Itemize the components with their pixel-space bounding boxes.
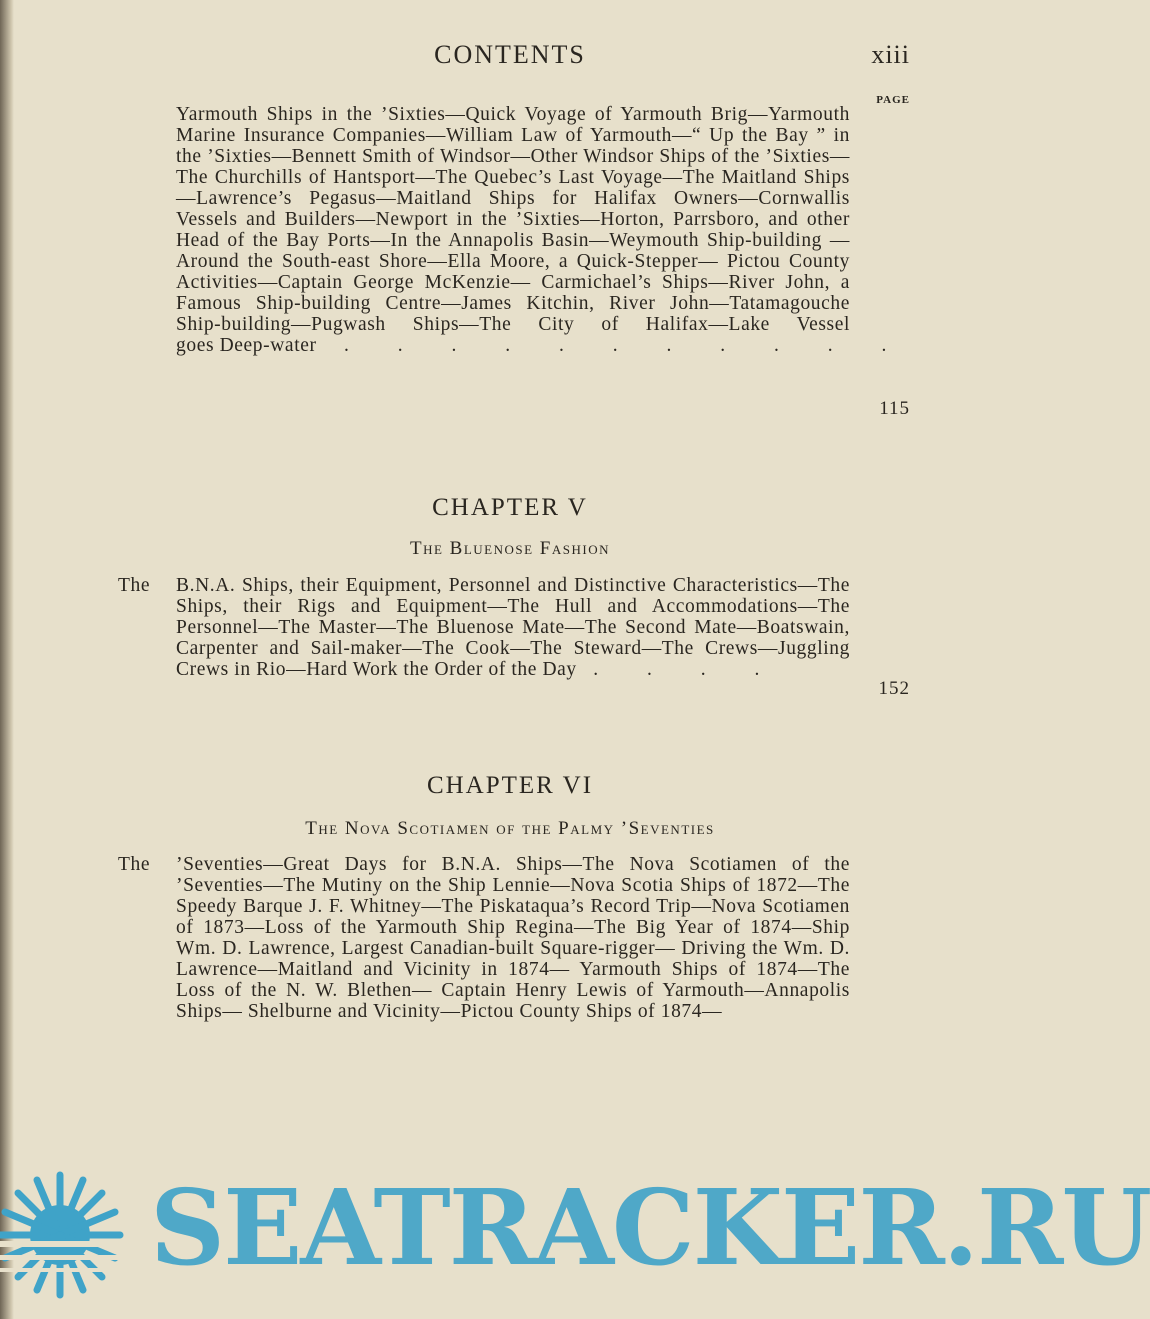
toc-entry-text: Yarmouth Ships in the ’Sixties—Quick Voyage of Yarmouth Brig—Yarmouth Marine Insurance Companies—William Law of Yarmouth—“ Up the Bay ” in the ’Sixties—Bennett Smith of Windsor—Other Windsor Ships of the ’Sixties—The Churchills of Hantsport—The Quebec’s Last Voyage—The Maitland Ships—Lawrence’s Pegasus—Maitland Ships for Halifax Owners—Cornwallis Vessels and Builders—Newport in the ’Sixties—Horton, Parrsboro, and other Head of the Bay Ports—In the Annapolis Basin—Weymouth Ship-building —Around the South-east Shore—Ella Moore, a Quick-Stepper— Pictou County Activities—Captain George McKenzie— Carmichael’s Ships—River John, a Famous Ship-building Centre—James Kitchin, River John—Tatamagouche Ship-building—Pugwash Ships—The City of Halifax—Lake Vessel: [176, 104, 850, 335]
chapter-title: The Nova Scotiamen of the Palmy ’Seventies: [305, 818, 715, 839]
page-number: 115: [879, 398, 910, 419]
toc-entry-tail: Crews in Rio—Hard Work the Order of the Day . . . .: [176, 659, 782, 680]
toc-entry-chapter-iv: [176, 104, 909, 356]
book-spine-shadow: [0, 0, 14, 1319]
toc-entry-tail: goes Deep-water . . . . . . . . . . .: [176, 335, 909, 356]
toc-entry-text: ’Seventies—Great Days for B.N.A. Ships—The Nova Scotiamen of the ’Seventies—The Mutiny on the Ship Lennie—Nova Scotia Ships of 1872—The Speedy Barque J. F. Whitney—The Piskataqua’s Record Trip—Nova Scotiamen of 1873—Loss of the Yarmouth Ship Regina—The Big Year of 1874—Ship Wm. D. Lawrence, Largest Canadian-built Square-rigger— Driving the Wm. D. Lawrence—Maitland and Vicinity in 1874— Yarmouth Ships of 1874—The Loss of the N. W. Blethen— Captain Henry Lewis of Yarmouth—Annapolis Ships— Shelburne and Vicinity—Pictou County Ships of 1874—: [176, 854, 850, 1022]
dot-leaders: . . . .: [593, 659, 782, 680]
page-column-label: PAGE: [876, 94, 910, 106]
running-head: [0, 40, 1020, 80]
toc-entry-chapter-vi: [118, 854, 850, 1022]
watermark-text: SEATRACKER.RU: [150, 1166, 1150, 1289]
toc-entry-chapter-v: [118, 575, 850, 680]
toc-entry-lead: The: [118, 575, 151, 596]
toc-entry-lead: The: [118, 854, 151, 875]
chapter-heading: CHAPTER VI: [426, 772, 594, 799]
sun-icon: [0, 1165, 150, 1315]
dot-leaders: . . . . . . . . . . .: [343, 335, 909, 356]
chapter-title: The Bluenose Fashion: [409, 538, 610, 559]
watermark: [0, 1165, 1150, 1315]
page-folio: xiii: [871, 40, 910, 69]
page-number: 152: [878, 678, 910, 699]
running-head-title: CONTENTS: [434, 40, 586, 69]
toc-entry-text: B.N.A. Ships, their Equipment, Personnel and Distinctive Characteristics—The Ships, their Rigs and Equipment—The Hull and Accommodations—The Personnel—The Master—The Bluenose Mate—The Second Mate—Boatswain, Carpenter and Sail-maker—The Cook—The Steward—The Crews—Juggling: [176, 575, 850, 659]
chapter-heading: CHAPTER V: [432, 494, 588, 521]
